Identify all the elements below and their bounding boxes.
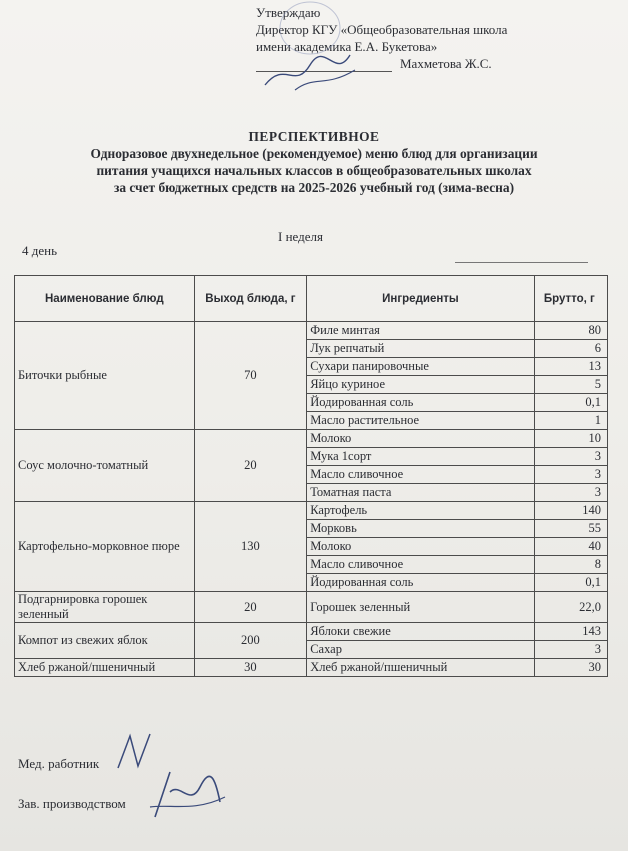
table-header-row: [15, 276, 608, 322]
brutto-cell: 143: [534, 623, 607, 641]
header-output: Выход блюда, г: [194, 276, 307, 322]
approval-word: Утверждаю: [256, 5, 321, 20]
dish-output-cell: 30: [194, 659, 307, 677]
ingredient-cell: Горошек зеленный: [307, 592, 535, 623]
menu-table-body: [15, 322, 608, 677]
ingredient-cell: Морковь: [307, 520, 535, 538]
table-row: [15, 623, 608, 641]
dish-output-cell: 130: [194, 502, 307, 592]
brutto-cell: 0,1: [534, 394, 607, 412]
table-row: [15, 659, 608, 677]
title-line-3: за счет бюджетных средств на 2025-2026 учебный год (зима-весна): [113, 180, 515, 195]
ingredient-cell: Лук репчатый: [307, 340, 535, 358]
title-line-2: питания учащихся начальных классов в общеобразовательных школах: [96, 163, 532, 178]
brutto-cell: 3: [534, 448, 607, 466]
ingredient-cell: Яйцо куриное: [307, 376, 535, 394]
ingredient-cell: Молоко: [307, 430, 535, 448]
dish-name-cell: Соус молочно-томатный: [15, 430, 195, 502]
manager-signature-label: Зав. производством: [18, 796, 126, 811]
brutto-cell: 10: [534, 430, 607, 448]
approval-signature-line: [256, 55, 616, 72]
brutto-cell: 3: [534, 641, 607, 659]
dish-output-cell: 20: [194, 430, 307, 502]
brutto-cell: 80: [534, 322, 607, 340]
table-row: [15, 502, 608, 520]
brutto-cell: 3: [534, 466, 607, 484]
header-brutto: Брутто, г: [534, 276, 607, 322]
dish-output-cell: 20: [194, 592, 307, 623]
day-label: 4 день: [22, 243, 58, 258]
ingredient-cell: Картофель: [307, 502, 535, 520]
brutto-cell: 1: [534, 412, 607, 430]
medic-signature: [110, 728, 170, 778]
brutto-cell: 3: [534, 484, 607, 502]
ingredient-cell: Мука 1сорт: [307, 448, 535, 466]
brutto-cell: 30: [534, 659, 607, 677]
week-label: I неделя: [278, 229, 323, 244]
approval-director-name: Махметова Ж.С.: [400, 56, 492, 71]
brutto-cell: 22,0: [534, 592, 607, 623]
medic-signature-label: Мед. работник: [18, 756, 100, 771]
menu-table: [14, 275, 608, 677]
ingredient-cell: Яблоки свежие: [307, 623, 535, 641]
brutto-cell: 13: [534, 358, 607, 376]
blank-underline: [455, 262, 588, 263]
header-dish-name: Наименование блюд: [15, 276, 195, 322]
ingredient-cell: Йодированная соль: [307, 574, 535, 592]
brutto-cell: 8: [534, 556, 607, 574]
document-title: [0, 128, 628, 196]
title-line-1: Одноразовое двухнедельное (рекомендуемое) меню блюд для организации: [90, 146, 538, 161]
dish-name-cell: Подгарнировка горошек зеленный: [15, 592, 195, 623]
dish-name-cell: Компот из свежих яблок: [15, 623, 195, 659]
brutto-cell: 40: [534, 538, 607, 556]
title-kind: ПЕРСПЕКТИВНОЕ: [248, 129, 380, 144]
brutto-cell: 6: [534, 340, 607, 358]
ingredient-cell: Масло сливочное: [307, 466, 535, 484]
dish-output-cell: 200: [194, 623, 307, 659]
ingredient-cell: Хлеб ржаной/пшеничный: [307, 659, 535, 677]
dish-name-cell: Хлеб ржаной/пшеничный: [15, 659, 195, 677]
approval-director: Директор КГУ «Общеобразовательная школа: [256, 22, 508, 37]
header-ingredients: Ингредиенты: [307, 276, 535, 322]
ingredient-cell: Сахар: [307, 641, 535, 659]
ingredient-cell: Масло растительное: [307, 412, 535, 430]
ingredient-cell: Йодированная соль: [307, 394, 535, 412]
brutto-cell: 55: [534, 520, 607, 538]
approval-school: имени академика Е.А. Букетова»: [256, 39, 438, 54]
dish-output-cell: 70: [194, 322, 307, 430]
table-row: [15, 592, 608, 623]
approval-block: [256, 4, 616, 72]
ingredient-cell: Сухари панировочные: [307, 358, 535, 376]
ingredient-cell: Томатная паста: [307, 484, 535, 502]
dish-name-cell: Биточки рыбные: [15, 322, 195, 430]
manager-signature: [140, 762, 230, 832]
ingredient-cell: Филе минтая: [307, 322, 535, 340]
table-row: [15, 322, 608, 340]
ingredient-cell: Масло сливочное: [307, 556, 535, 574]
ingredient-cell: Молоко: [307, 538, 535, 556]
brutto-cell: 140: [534, 502, 607, 520]
dish-name-cell: Картофельно-морковное пюре: [15, 502, 195, 592]
brutto-cell: 0,1: [534, 574, 607, 592]
brutto-cell: 5: [534, 376, 607, 394]
signature-underline: [256, 59, 392, 72]
table-row: [15, 430, 608, 448]
